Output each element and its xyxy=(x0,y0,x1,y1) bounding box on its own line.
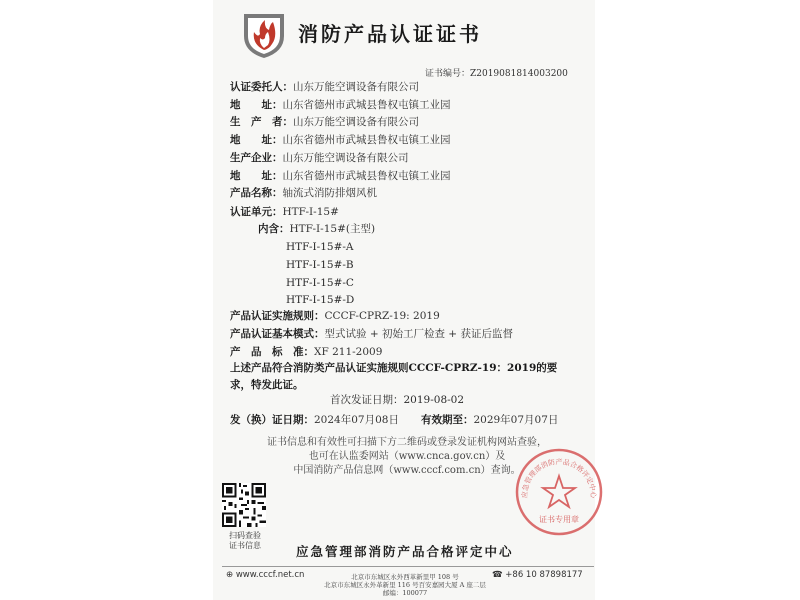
standard-row xyxy=(230,344,382,360)
producer-address-label: 地 址： xyxy=(230,134,283,146)
mode-row xyxy=(230,326,513,342)
qr-caption-line: 扫码查验 xyxy=(229,531,261,540)
declaration-text: 上述产品符合消防类产品认证实施规则CCCF-CPRZ-19：2019的要求，特发此证。 xyxy=(230,362,558,391)
globe-icon: ⊕ xyxy=(226,570,236,580)
verification-note-line: 证书信息和有效性可扫描下方二维码或登录发证机构网站查验， xyxy=(267,437,547,448)
first-issue-date: 首次发证日期：2019-08-02 xyxy=(330,394,465,406)
product-name-label: 产品名称： xyxy=(230,187,283,199)
dates-row xyxy=(230,412,558,428)
factory-label: 生产企业： xyxy=(230,152,283,164)
producer-address-value: 山东省德州市武城县鲁权屯镇工业园 xyxy=(282,134,451,146)
certificate-number: 证书编号：Z2019081814003200 xyxy=(425,69,568,79)
official-seal xyxy=(513,446,605,538)
mode-label: 产品认证基本模式： xyxy=(230,328,325,340)
reissue-date-value: 2024年07月08日 xyxy=(314,414,399,426)
factory-address-row xyxy=(230,168,451,184)
qr-caption xyxy=(222,531,268,551)
qr-code[interactable] xyxy=(222,483,266,527)
cert-unit-value: HTF-Ⅰ-15# xyxy=(282,206,339,218)
contains-item: HTF-Ⅰ-15#-A xyxy=(286,241,354,253)
factory-address-value: 山东省德州市武城县鲁权屯镇工业园 xyxy=(282,170,451,182)
reissue-date-label: 发（换）证日期： xyxy=(230,414,314,426)
footer-address-line: 北京市东城区永外西革新里甲 108 号 xyxy=(351,573,459,581)
seal-caption: 证书专用章 xyxy=(539,515,579,524)
footer-website[interactable] xyxy=(226,570,304,580)
producer-address-row xyxy=(230,132,451,148)
rule-value: CCCF-CPRZ-19: 2019 xyxy=(324,310,440,322)
standard-label: 产 品 标 准： xyxy=(230,346,314,358)
client-label: 认证委托人： xyxy=(230,81,293,93)
contains-item: HTF-Ⅰ-15#-B xyxy=(286,259,354,271)
client-address-row xyxy=(230,97,451,113)
product-name-row xyxy=(230,185,377,201)
contains-item: HTF-Ⅰ-15#-D xyxy=(286,294,355,306)
client-address-value: 山东省德州市武城县鲁权屯镇工业园 xyxy=(282,99,451,111)
footer-phone-text: +86 10 87898177 xyxy=(505,570,583,580)
factory-row xyxy=(230,150,409,166)
standard-value: XF 211-2009 xyxy=(314,346,383,358)
seal-arc-text: 应急管理部消防产品合格评定中心 xyxy=(520,458,598,499)
contains-label: 内含： xyxy=(258,223,290,235)
phone-icon: ☎ xyxy=(492,570,506,580)
factory-value: 山东万能空调设备有限公司 xyxy=(282,152,409,164)
contains-row xyxy=(258,221,375,237)
producer-value: 山东万能空调设备有限公司 xyxy=(293,116,419,128)
cert-unit-label: 认证单元： xyxy=(230,206,283,218)
cert-unit-row xyxy=(230,204,339,220)
producer-label: 生 产 者： xyxy=(230,116,293,128)
rule-row xyxy=(230,308,440,324)
issuing-authority: 应急管理部消防产品合格评定中心 xyxy=(296,544,514,559)
footer-divider xyxy=(222,566,594,567)
expiry-date-value: 2029年07月07日 xyxy=(473,414,559,426)
client-address-label: 地 址： xyxy=(230,99,283,111)
verification-note-line: 也可在认监委网站（www.cnca.gov.cn）及 xyxy=(308,451,506,462)
contains-item: HTF-Ⅰ-15#-C xyxy=(286,277,354,289)
producer-row xyxy=(230,114,419,130)
client-row xyxy=(230,79,419,95)
expiry-date-label: 有效期至： xyxy=(420,414,474,426)
footer-postcode: 邮编：100077 xyxy=(382,589,428,597)
certificate-title: 消防产品认证证书 xyxy=(298,22,482,46)
client-value: 山东万能空调设备有限公司 xyxy=(293,81,419,93)
rule-label: 产品认证实施规则： xyxy=(230,310,325,322)
footer-website-text: www.cccf.net.cn xyxy=(235,570,305,580)
factory-address-label: 地 址： xyxy=(230,170,283,182)
fire-logo-icon xyxy=(238,8,290,60)
verification-note-line: 中国消防产品信息网（www.cccf.com.cn）查询。 xyxy=(293,465,521,476)
product-name-value: 轴流式消防排烟风机 xyxy=(282,187,377,199)
mode-value: 型式试验 + 初始工厂检查 + 获证后监督 xyxy=(324,328,513,340)
contains-item: HTF-Ⅰ-15#(主型) xyxy=(289,223,376,235)
footer-address-line: 北京市东城区永外革新里 116 号百安嘉园大厦 A 座二层 xyxy=(324,581,486,589)
qr-caption-line: 证书信息 xyxy=(229,541,261,550)
